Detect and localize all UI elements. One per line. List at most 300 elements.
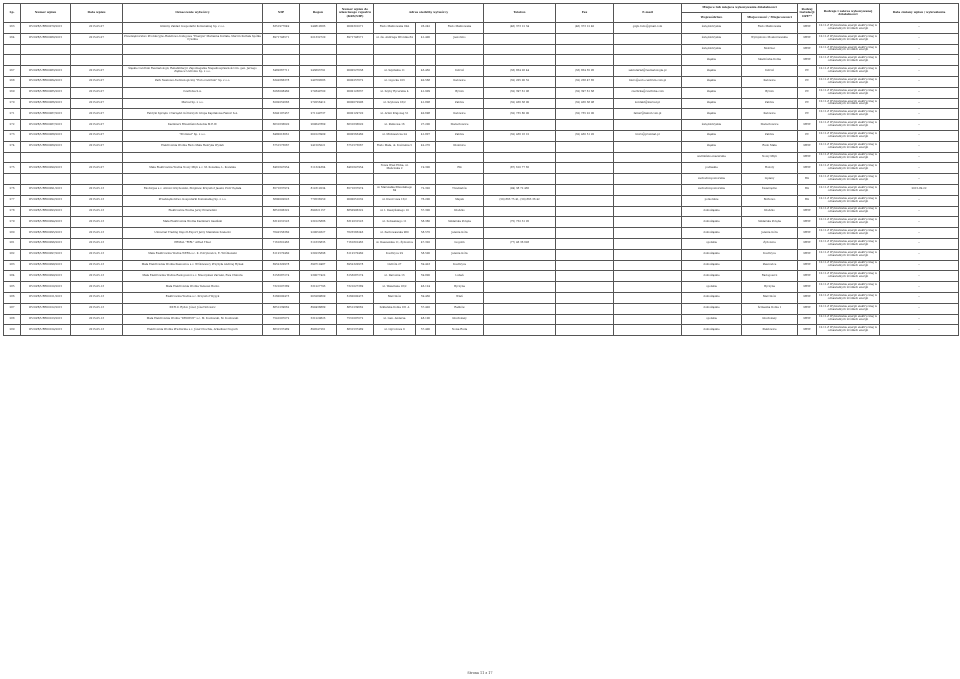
cell-data-zmiany: -- [880, 195, 959, 206]
cell-fax [556, 33, 614, 44]
cell-adnotacja: 10.11.Z Wytwarzanie energii elektrycznej w odnawialnych źródłach energii [817, 109, 880, 120]
cell-miejscowosc: Ścinawka Dolna 1 [742, 303, 798, 314]
table-body [4, 23, 959, 336]
cell-adnotacja: 10.11.Z Wytwarzanie energii elektrycznej w odnawialnych źródłach energii [817, 76, 880, 87]
cell-adres-miasto: Lubań [436, 271, 484, 282]
cell-adnotacja: 10.11.Z Wytwarzanie energii elektrycznej w odnawialnych źródłach energii [817, 141, 880, 152]
table-row [4, 303, 959, 314]
cell-lp [4, 174, 21, 185]
cell-data-zmiany: -- [880, 130, 959, 141]
cell-adnotacja: 10.11.Z Wytwarzanie energii elektrycznej w odnawialnych źródłach energii [817, 249, 880, 260]
cell-numer-wpisu: WUOZE/URE00085/2015 [21, 87, 71, 98]
cell-nip [263, 55, 300, 66]
cell-rodzaj: BG [798, 195, 817, 206]
cell-oznaczenie: Przedsiębiorstwo Gospodarki Komunalnej Sp. z o.o. [123, 195, 263, 206]
cell-regon: 230077422 [300, 271, 337, 282]
header-miejsce-group: Miejsce lub miejsca wykonywania działalności [682, 4, 798, 13]
cell-lp: 277 [4, 195, 21, 206]
cell-data-wpisu [71, 152, 123, 163]
cell-krs: 8831537489 [337, 325, 374, 336]
cell-adres-kod: 46-124 [416, 282, 436, 293]
cell-miejscowosc: Byczyna [742, 282, 798, 293]
cell-nip: 6312031523 [263, 217, 300, 228]
cell-wojewodztwo: zachodniopomorskie [682, 184, 742, 195]
page-footer: Strona 11 z 17 [467, 671, 493, 675]
cell-email [614, 325, 682, 336]
cell-telefon [484, 174, 556, 185]
header-data-wpisu: Data wpisu [71, 4, 123, 23]
table-row [4, 206, 959, 217]
cell-fax [556, 271, 614, 282]
cell-wojewodztwo: śląskie [682, 109, 742, 120]
cell-email: kontakt@marcel.pl [614, 98, 682, 109]
cell-adres-miasto: Zabrze [436, 130, 484, 141]
table-row [4, 87, 959, 98]
cell-oznaczenie [123, 152, 263, 163]
cell-adres-kod: 59-800 [416, 271, 436, 282]
cell-krs: 0000257672 [337, 76, 374, 87]
cell-adres-kod: 59-430 [416, 292, 436, 303]
cell-nip: 6631636620 [263, 120, 300, 131]
cell-adres-ulica: ul. I. Daszyńskiego 10 [374, 206, 416, 217]
header-data-zmiany: Data zmiany wpisu / wykreślenia [880, 4, 959, 23]
cell-wojewodztwo: opolskie [682, 314, 742, 325]
cell-adnotacja: 10.11.Z Wytwarzanie energii elektrycznej w odnawialnych źródłach energii [817, 292, 880, 303]
cell-data-wpisu: 2015-05-07 [71, 163, 123, 174]
cell-nip: 5751575667 [263, 141, 300, 152]
cell-adres-miasto: Słupsk [436, 195, 484, 206]
cell-numer-wpisu: WUOZE/URE00095/2015 [21, 228, 71, 239]
cell-data-zmiany: -- [880, 66, 959, 77]
cell-telefon: (75) 752 31 05 [484, 217, 556, 228]
cell-telefon [484, 260, 556, 271]
cell-lp: 270 [4, 98, 21, 109]
cell-regon: 000123909 [300, 130, 337, 141]
cell-telefon [484, 228, 556, 239]
cell-adres-kod: 41-400 [416, 33, 436, 44]
cell-data-wpisu: 2015-05-13 [71, 238, 123, 249]
cell-telefon [484, 55, 556, 66]
cell-adres-kod [416, 174, 436, 185]
cell-regon: 531229823 [300, 314, 337, 325]
cell-fax [556, 141, 614, 152]
cell-miejscowosc: Katowice [742, 76, 798, 87]
cell-adres-ulica: ul. Ogrodowa 9 [374, 325, 416, 336]
table-row [4, 23, 959, 34]
cell-adres-ulica [374, 44, 416, 55]
cell-oznaczenie: Mała Elektrownia Wodna WERA s.c. K. Potrykowicz, E. Wróblewski [123, 249, 263, 260]
table-row [4, 184, 959, 195]
cell-miejscowosc: Rudo Malinowska [742, 23, 798, 34]
cell-rodzaj: MEW [798, 33, 817, 44]
cell-krs: 0000563460 [337, 130, 374, 141]
cell-lp: 267 [4, 66, 21, 77]
cell-adres-miasto: Zabrze [436, 98, 484, 109]
cell-adnotacja: 10.11.Z Wytwarzanie energii elektrycznej w odnawialnych źródłach energii [817, 228, 880, 239]
cell-oznaczenie: P.P.H.U. Rydzo Józef, Józef Sitowicz [123, 303, 263, 314]
cell-adres-miasto: Katowice [436, 76, 484, 87]
cell-adnotacja: 10.11.Z Wytwarzanie energii elektrycznej w odnawialnych źródłach energii [817, 120, 880, 131]
table-row [4, 66, 959, 77]
cell-adres-kod: 26-242 [416, 23, 436, 34]
cell-wojewodztwo: opolskie [682, 238, 742, 249]
cell-adres-kod: 41-807 [416, 130, 436, 141]
cell-telefon: (32) 397 61 06 [484, 87, 556, 98]
cell-numer-wpisu: WUOZE/URE00102/2015 [21, 303, 71, 314]
cell-adres-kod: 57-400 [416, 325, 436, 336]
cell-data-zmiany: -- [880, 228, 959, 239]
cell-telefon [484, 33, 556, 44]
cell-nip: 8851239662 [263, 303, 300, 314]
cell-data-wpisu: 2015-05-07 [71, 76, 123, 87]
cell-regon: 240789583 [300, 76, 337, 87]
table-row [4, 282, 959, 293]
cell-fax [556, 152, 614, 163]
cell-adres-kod: 47-320 [416, 238, 436, 249]
cell-email [614, 238, 682, 249]
cell-adres-kod: 27-200 [416, 120, 436, 131]
cell-regon [300, 152, 337, 163]
cell-oznaczenie [123, 44, 263, 55]
cell-adnotacja: 10.11.Z Wytwarzanie energii elektrycznej w odnawialnych źródłach energii [817, 282, 880, 293]
cell-data-wpisu: 2015-05-13 [71, 292, 123, 303]
cell-nip: 7161801465 [263, 238, 300, 249]
header-oznaczenie: Oznaczenie wytwórcy [123, 4, 263, 23]
cell-fax [556, 120, 614, 131]
header-miejscowosc: Miejscowość / Miejscowości [742, 13, 798, 23]
table-row [4, 228, 959, 239]
cell-email [614, 249, 682, 260]
cell-adres-kod: 41-909 [416, 87, 436, 98]
cell-regon: 220050327 [300, 228, 337, 239]
cell-lp: 285 [4, 282, 21, 293]
cell-nip: 6263008460 [263, 87, 300, 98]
cell-numer-wpisu: WUOZE/URE00086/2015 [21, 98, 71, 109]
cell-miejscowosc: Bytom [742, 87, 798, 98]
cell-data-wpisu: 2015-05-13 [71, 195, 123, 206]
cell-fax: (32) 397 61 68 [556, 87, 614, 98]
cell-wojewodztwo: opolskie [682, 282, 742, 293]
cell-telefon [484, 44, 556, 55]
cell-telefon: (94) 38 72 465 [484, 184, 556, 195]
cell-data-zmiany: -- [880, 163, 959, 174]
cell-nip: 6480016661 [263, 130, 300, 141]
cell-miejscowosc: Skarżówka Dolna [742, 55, 798, 66]
cell-fax [556, 55, 614, 66]
cell-regon: 271149737 [300, 109, 337, 120]
cell-telefon: (33) 854 26 44 [484, 66, 556, 77]
cell-krs: 7321027389 [337, 282, 374, 293]
cell-wojewodztwo: świętokrzyskie [682, 44, 742, 55]
table-row [4, 238, 959, 249]
cell-numer-wpisu: WUOZE/URE00079/2015 [21, 23, 71, 34]
cell-adres-ulica: Rudo Mała, ul. Kościelna 5 [374, 141, 416, 152]
cell-krs [337, 152, 374, 163]
cell-adres-kod: 58-500 [416, 249, 436, 260]
cell-telefon: (87) 610 77 65 [484, 163, 556, 174]
cell-krs: 6312031523 [337, 217, 374, 228]
cell-krs: 8971746571 [337, 33, 374, 44]
cell-krs: 7625583246 [337, 228, 374, 239]
cell-rodzaj: MEW [798, 314, 817, 325]
cell-nip [263, 174, 300, 185]
cell-fax [556, 228, 614, 239]
cell-nip: 7321007389 [263, 282, 300, 293]
cell-adres-ulica: Marcinów [374, 292, 416, 303]
cell-data-wpisu: 2015-05-13 [71, 217, 123, 228]
cell-miejscowosc: Zabrze [742, 130, 798, 141]
header-regon: Regon [300, 4, 337, 23]
cell-regon: 890547261 [300, 325, 337, 336]
cell-fax: (32) 430 51 20 [556, 130, 614, 141]
cell-wojewodztwo: śląskie [682, 55, 742, 66]
cell-krs [337, 44, 374, 55]
cell-adres-ulica: ul. Waleriana 18/2 [374, 282, 416, 293]
cell-telefon [484, 249, 556, 260]
cell-regon: 272056412 [300, 98, 337, 109]
cell-adres-miasto [436, 152, 484, 163]
cell-fax [556, 206, 614, 217]
cell-data-zmiany: -- [880, 44, 959, 55]
cell-wojewodztwo: śląskie [682, 141, 742, 152]
cell-oznaczenie: Mała Elektrownia Wodna "DROWOT" s.c. M. Kozłowski, M. Kozłowski [123, 314, 263, 325]
cell-adres-ulica: ul. Szybowa 16/2 [374, 98, 416, 109]
cell-miejscowosc: Radogoszcz [742, 271, 798, 282]
cell-adnotacja: 10.11.Z Wytwarzanie energii elektrycznej w odnawialnych źródłach energii [817, 55, 880, 66]
cell-adres-ulica: ul. Darowna 13 [374, 271, 416, 282]
cell-numer-wpisu [21, 55, 71, 66]
cell-adnotacja: 10.11.Z Wytwarzanie energii elektrycznej w odnawialnych źródłach energii [817, 217, 880, 228]
cell-data-wpisu: 2015-05-13 [71, 314, 123, 325]
cell-wojewodztwo: dolnośląskie [682, 217, 742, 228]
cell-regon: 390710487 [300, 260, 337, 271]
cell-lp: 268 [4, 76, 21, 87]
cell-fax: (32) 735 22 00 [556, 109, 614, 120]
cell-miejscowosc: Żydowice [742, 238, 798, 249]
cell-email [614, 292, 682, 303]
cell-adres-miasto: Głuchołazy [436, 314, 484, 325]
cell-data-zmiany: -- [880, 174, 959, 185]
cell-miejscowosc: Wymysłowo Moskorzewskie [742, 33, 798, 44]
cell-regon [300, 55, 337, 66]
cell-rodzaj: PV [798, 109, 817, 120]
cell-oznaczenie: Elektrownia Wodna s.c. Krzysztof Wypyk [123, 292, 263, 303]
cell-miejscowosc: Paszowice [742, 260, 798, 271]
cell-rodzaj: MEW [798, 282, 817, 293]
cell-adres-kod: 58-380 [416, 217, 436, 228]
cell-data-wpisu [71, 174, 123, 185]
table-row [4, 152, 959, 163]
cell-data-zmiany: -- [880, 76, 959, 87]
cell-wojewodztwo: dolnośląskie [682, 271, 742, 282]
cell-telefon [484, 314, 556, 325]
cell-rodzaj: MEW [798, 292, 817, 303]
cell-adnotacja: 10.11.Z Wytwarzanie energii elektrycznej w odnawialnych źródłach energii [817, 152, 880, 163]
cell-data-wpisu: 2015-05-13 [71, 325, 123, 336]
cell-data-wpisu: 2015-05-07 [71, 141, 123, 152]
cell-fax [556, 184, 614, 195]
cell-adres-miasto: Rudo Malinowska [436, 23, 484, 34]
cell-nip: 7642556360 [263, 228, 300, 239]
cell-adres-ulica: ul. Szpitalna 11 [374, 66, 416, 77]
cell-adnotacja: 10.11.Z Wytwarzanie energii elektrycznej w odnawialnych źródłach energii [817, 206, 880, 217]
cell-rodzaj: MEW [798, 23, 817, 34]
cell-telefon [484, 271, 556, 282]
cell-oznaczenie: Kazimierz Brzeziński Zenobia M.E.W. [123, 120, 263, 131]
cell-adres-miasto: Starachowice [436, 120, 484, 131]
cell-data-zmiany: -- [880, 325, 959, 336]
table-row [4, 249, 959, 260]
cell-oznaczenie: Fabryki Sprzętu i Narzędzi Górniczych Grupa Kapitałowa Famur S.A. [123, 109, 263, 120]
header-wojewodztwo: Województwo [682, 13, 742, 23]
cell-fax: (46) 373 12 40 [556, 23, 614, 34]
cell-email [614, 282, 682, 293]
cell-fax [556, 238, 614, 249]
cell-miejscowosc: Katowice [742, 109, 798, 120]
header-adnotacja: Rodzaje i zakres wykonywanej działalności [817, 4, 880, 23]
register-table [3, 3, 959, 336]
cell-regon: 890438889 [300, 303, 337, 314]
cell-adres-miasto: Gogolin [436, 238, 484, 249]
cell-data-wpisu: 2015-05-13 [71, 184, 123, 195]
cell-data-wpisu: 2015-05-07 [71, 98, 123, 109]
cell-numer-wpisu: WUOZE/URE00100/2015 [21, 282, 71, 293]
cell-adres-ulica: Ostróm 27 [374, 260, 416, 271]
cell-krs: 7531097072 [337, 314, 374, 325]
cell-wojewodztwo: śląskie [682, 98, 742, 109]
cell-adres-ulica: ul. Sobieskiego 11 [374, 217, 416, 228]
cell-adnotacja: 10.11.Z Wytwarzanie energii elektrycznej w odnawialnych źródłach energii [817, 98, 880, 109]
cell-adres-miasto [436, 44, 484, 55]
cell-regon: 230235898 [300, 249, 337, 260]
cell-wojewodztwo: dolnośląskie [682, 260, 742, 271]
table-row [4, 76, 959, 87]
cell-data-wpisu: 2015-05-13 [71, 303, 123, 314]
cell-rodzaj: PV [798, 130, 817, 141]
cell-adres-kod: 40-568 [416, 76, 436, 87]
table-row [4, 260, 959, 271]
cell-rodzaj: MEW [798, 152, 817, 163]
cell-wojewodztwo: dolnośląskie [682, 228, 742, 239]
cell-krs: 6952320978 [337, 260, 374, 271]
cell-data-zmiany: -- [880, 206, 959, 217]
cell-adres-miasto: Jaworzno [436, 33, 484, 44]
cell-lp: 272 [4, 120, 21, 131]
cell-telefon: (32) 456 38 00 [484, 98, 556, 109]
cell-data-zmiany: -- [880, 303, 959, 314]
header-krs: Numer wpisu do właściwego rejestru (KRS/NIP) [337, 4, 374, 23]
cell-miejscowosc: Zabrze [742, 98, 798, 109]
cell-krs [337, 174, 374, 185]
cell-fax [556, 44, 614, 55]
cell-lp: 279 [4, 217, 21, 228]
cell-nip: 6112570460 [263, 249, 300, 260]
cell-rodzaj: MEW [798, 44, 817, 55]
cell-adres-ulica [374, 174, 416, 185]
table-row [4, 195, 959, 206]
cell-data-zmiany: -- [880, 249, 959, 260]
cell-fax [556, 325, 614, 336]
cell-rodzaj: MEW [798, 206, 817, 217]
cell-lp: 264 [4, 33, 21, 44]
cell-adres-miasto: Wleń [436, 292, 484, 303]
cell-rodzaj: PV [798, 98, 817, 109]
cell-telefon: (59) 863 75 41, (59) 863 36 42 [484, 195, 556, 206]
cell-email: biuro@promnat.pl [614, 130, 682, 141]
cell-data-wpisu: 2015-05-13 [71, 206, 123, 217]
cell-adres-miasto: Jelenia Góra [436, 249, 484, 260]
cell-rodzaj: PV [798, 76, 817, 87]
cell-regon: 241505021 [300, 141, 337, 152]
cell-rodzaj: PV [798, 66, 817, 77]
cell-adres-ulica: Nowa Wieś Ełcka, ul. Mańczuka 2 [374, 163, 416, 174]
cell-miejscowosc: Kostrzyce [742, 249, 798, 260]
cell-miejscowosc: Marcinów [742, 292, 798, 303]
cell-adnotacja: 10.11.Z Wytwarzanie energii elektrycznej w odnawialnych źródłach energii [817, 260, 880, 271]
cell-fax [556, 249, 614, 260]
cell-fax [556, 195, 614, 206]
cell-rodzaj: MEW [798, 325, 817, 336]
table-row [4, 120, 959, 131]
cell-regon: 240819583 [300, 23, 337, 34]
cell-data-wpisu: 2015-05-07 [71, 87, 123, 98]
table-row [4, 292, 959, 303]
cell-adres-ulica: ul. Armii Krajowej 51 [374, 109, 416, 120]
cell-rodzaj: BG [798, 184, 817, 195]
cell-wojewodztwo: warmińsko-mazurskie [682, 152, 742, 163]
cell-adres-ulica: Szklarska Dolna 161 A [374, 303, 416, 314]
cell-telefon [484, 141, 556, 152]
cell-adres-ulica: Kostrzyce 29 [374, 249, 416, 260]
cell-data-zmiany: -- [880, 292, 959, 303]
cell-wojewodztwo: śląskie [682, 66, 742, 77]
cell-email [614, 206, 682, 217]
cell-miejscowosc: Głuchołazy [742, 314, 798, 325]
cell-data-wpisu [71, 55, 123, 66]
cell-rodzaj: MEW [798, 141, 817, 152]
cell-miejscowosc: Ustroń [742, 66, 798, 77]
cell-numer-wpisu [21, 44, 71, 55]
cell-oznaczenie: Ekoforgas s.c. Antoni Grzybowski, Zbigniew Krzysztof Jaeski, Piotr Pędała [123, 184, 263, 195]
cell-miejscowosc: Mokrzec [742, 44, 798, 55]
cell-krs: 8850906322 [337, 206, 374, 217]
cell-rodzaj: MEW [798, 163, 817, 174]
cell-data-wpisu: 2015-05-07 [71, 66, 123, 77]
cell-adres-ulica: ul. św. Andrzeja Wronika 84 [374, 33, 416, 44]
cell-numer-wpisu: WUOZE/URE00087/2015 [21, 120, 71, 131]
cell-email [614, 120, 682, 131]
cell-adres-kod: 43-450 [416, 66, 436, 77]
cell-rodzaj: PV [798, 87, 817, 98]
cell-nip: 6342666378 [263, 76, 300, 87]
cell-email [614, 195, 682, 206]
cell-numer-wpisu: WUOZE/URE00083/2015 [21, 66, 71, 77]
cell-wojewodztwo: zachodniopomorskie [682, 174, 742, 185]
cell-email [614, 174, 682, 185]
cell-telefon: (77) 46 36 693 [484, 238, 556, 249]
cell-miejscowosc: Szklarska Poręba [742, 217, 798, 228]
cell-fax [556, 314, 614, 325]
cell-adnotacja: 10.11.Z Wytwarzanie energii elektrycznej w odnawialnych źródłach energii [817, 44, 880, 55]
cell-adres-miasto: Szklarska Poręba [436, 217, 484, 228]
cell-rodzaj: MEW [798, 228, 817, 239]
cell-oznaczenie: Gminny Zakład Gospodarki Komunalnej Sp. z o.o. [123, 23, 263, 34]
cell-numer-wpisu: WUOZE/URE00087/2015 [21, 109, 71, 120]
cell-data-zmiany: 2015-09-22 [880, 184, 959, 195]
cell-data-zmiany: -- [880, 238, 959, 249]
cell-nip: 6153087274 [263, 271, 300, 282]
cell-miejscowosc: Hołody [742, 163, 798, 174]
